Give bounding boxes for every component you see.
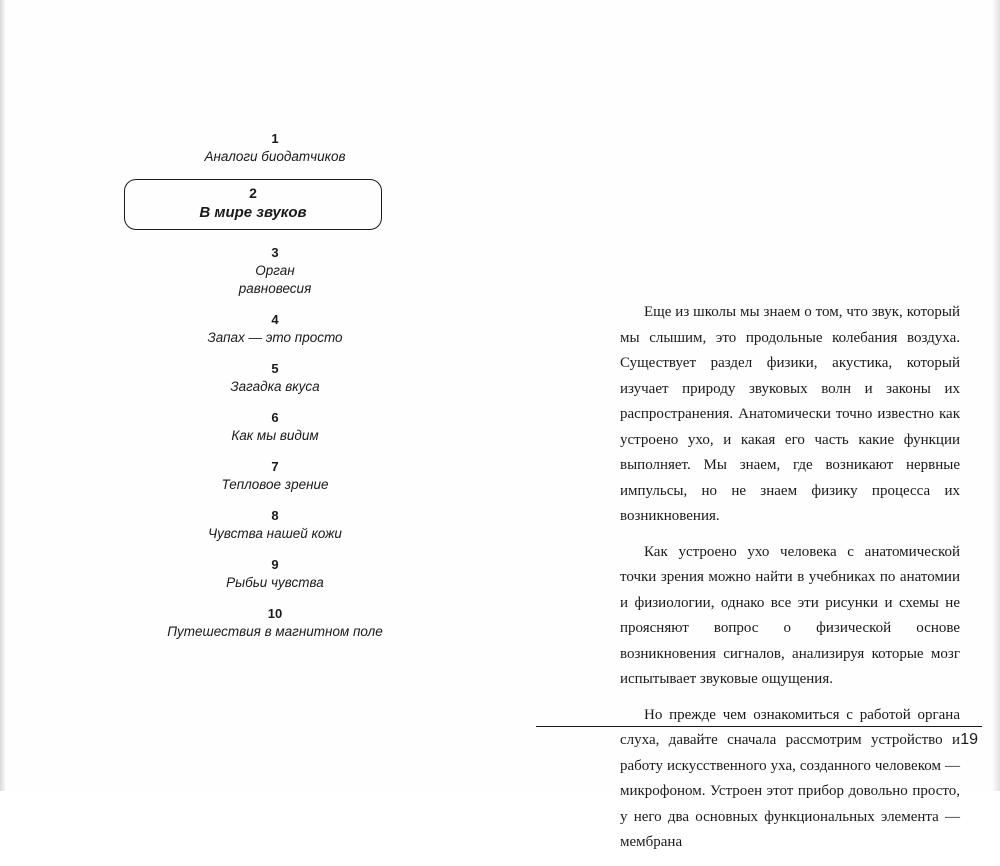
chapter-number: 5	[271, 361, 279, 376]
chapter-item-4	[110, 311, 440, 347]
chapter-number: 1	[271, 131, 279, 146]
chapter-title: Тепловое зрение	[221, 477, 329, 492]
paragraph-2: Как устроено ухо человека с анатомической точки зрения можно найти в учебниках по анатомии и физиологии, однако все эти рисунки и схемы не проясняют вопрос о физической основе возникновения сигналов, анализируя которые мозг испытывает звуковые ощущения.	[620, 543, 960, 687]
chapter-number: 3	[271, 245, 279, 260]
chapter-title: Запах — это просто	[207, 330, 343, 345]
chapter-title: В мире звуков	[199, 204, 307, 221]
chapter-item-6	[110, 409, 440, 445]
chapter-number: 6	[271, 410, 279, 425]
chapter-title: Как мы видим	[231, 428, 319, 443]
page-number: 19	[960, 731, 978, 748]
chapter-item-8	[110, 507, 440, 543]
chapter-item-10	[110, 605, 440, 641]
body-text	[620, 300, 960, 866]
chapter-list	[110, 130, 440, 654]
footer-rule	[536, 726, 982, 727]
chapter-item-1	[110, 130, 440, 166]
chapter-title-line-2: равновесия	[238, 281, 312, 296]
paragraph-3: Но прежде чем ознакомиться с работой органа слуха, давайте сначала рассмотрим устройство и работу искусственного уха, созданного человеком — микрофоном. Устроен этот прибор довольно просто, у него два основных функциональных элемента — мембрана	[620, 706, 960, 850]
paragraph-1: Еще из школы мы знаем о том, что звук, который мы слышим, это продольные колебания воздуха. Существует раздел физики, акустика, который изучает природу звуковых волн и законы их распространения. Анатомически точно известно как устроено ухо, и какая его часть какие функции выполняет. Мы знаем, где возникают нервные импульсы, но не знаем физику процесса их возникновения.	[620, 304, 960, 524]
chapter-title: Путешествия в магнитном поле	[167, 624, 383, 639]
chapter-number: 7	[271, 459, 279, 474]
chapter-item-2-current	[124, 179, 382, 230]
chapter-title-line-1: Орган	[255, 263, 295, 278]
chapter-title: Загадка вкуса	[230, 379, 320, 394]
chapter-number: 8	[271, 508, 279, 523]
chapter-number: 4	[271, 312, 279, 327]
chapter-title: Аналоги биодатчиков	[204, 149, 346, 164]
page-edge-right	[992, 0, 1000, 791]
chapter-number: 10	[267, 606, 283, 621]
chapter-item-9	[110, 556, 440, 592]
chapter-number: 9	[271, 557, 279, 572]
chapter-title: Чувства нашей кожи	[208, 526, 342, 541]
chapter-item-5	[110, 360, 440, 396]
chapter-item-7	[110, 458, 440, 494]
chapter-item-3	[110, 244, 440, 298]
page-edge-left	[0, 0, 6, 791]
chapter-title: Рыбьи чувства	[226, 575, 324, 590]
chapter-number: 2	[249, 185, 257, 201]
